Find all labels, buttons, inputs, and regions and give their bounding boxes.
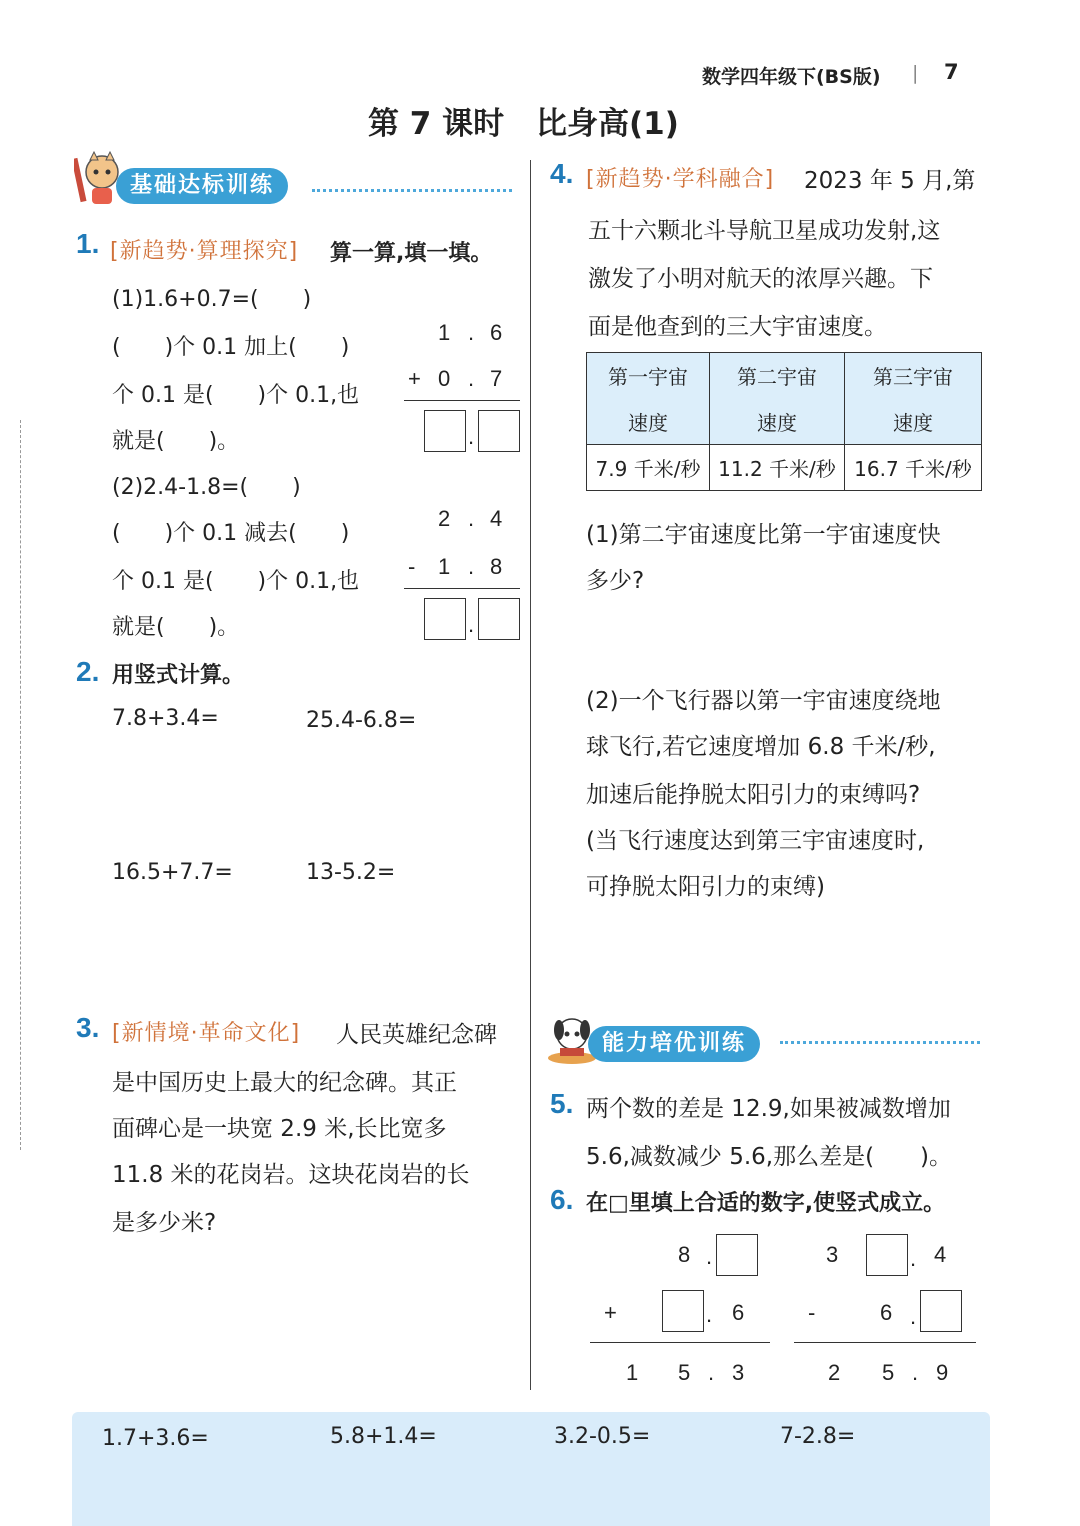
decimal-point: . bbox=[706, 1244, 713, 1269]
vertical-operator: - bbox=[408, 554, 416, 579]
q4-sub1-line: 多少? bbox=[586, 568, 645, 594]
q4-sub2-line: (当飞行速度达到第三宇宙速度时, bbox=[586, 828, 925, 854]
table-header-cell: 速度 bbox=[845, 399, 982, 445]
section-basic: 基础达标训练 bbox=[116, 168, 288, 204]
q2-item: 16.5+7.7= bbox=[112, 860, 233, 885]
vertical-digit: 1 bbox=[626, 1360, 639, 1385]
q1-part1-line1: (1)1.6+0.7=( ) bbox=[112, 287, 312, 312]
q2-item: 13-5.2= bbox=[306, 860, 396, 885]
vertical-digit: . bbox=[468, 554, 475, 579]
binding-line bbox=[20, 420, 21, 1150]
section-advanced: 能力培优训练 bbox=[588, 1026, 760, 1062]
vertical-rule bbox=[404, 588, 520, 589]
vertical-digit: 9 bbox=[936, 1360, 949, 1385]
decimal-point: . bbox=[468, 424, 475, 449]
decimal-point: . bbox=[468, 612, 475, 637]
q4-sub2-line: 加速后能挣脱太阳引力的束缚吗? bbox=[586, 782, 921, 808]
q3-line: 是多少米? bbox=[112, 1210, 217, 1236]
q4-line: 2023 年 5 月,第 bbox=[804, 168, 976, 194]
vertical-digit: 5 bbox=[678, 1360, 691, 1385]
vertical-digit: 5 bbox=[882, 1360, 895, 1385]
answer-box[interactable] bbox=[478, 410, 520, 452]
q3-line: 人民英雄纪念碑 bbox=[336, 1022, 497, 1048]
q1-part2-line2: ( )个 0.1 减去( ) bbox=[112, 521, 350, 546]
q4-sub2-line: (2)一个飞行器以第一宇宙速度绕地 bbox=[586, 688, 941, 714]
book-title: 数学四年级下(BS版) bbox=[702, 66, 881, 88]
vertical-operator: + bbox=[408, 366, 421, 391]
q1-number: 1. bbox=[76, 228, 100, 259]
q4-line: 激发了小明对航天的浓厚兴趣。下 bbox=[588, 266, 933, 292]
vertical-operator: - bbox=[808, 1300, 816, 1325]
header-separator: | bbox=[912, 62, 919, 84]
vertical-digit: 1 bbox=[438, 554, 451, 579]
q1-part2-line4: 就是( )。 bbox=[112, 615, 240, 640]
q5-line: 5.6,减数减少 5.6,那么差是( )。 bbox=[586, 1144, 953, 1170]
cosmic-speed-table bbox=[586, 352, 982, 491]
q3-line: 是中国历史上最大的纪念碑。其正 bbox=[112, 1070, 457, 1096]
q3-line: 11.8 米的花岗岩。这块花岗岩的长 bbox=[112, 1162, 470, 1188]
vertical-rule bbox=[590, 1342, 770, 1343]
q4-sub1-line: (1)第二宇宙速度比第一宇宙速度快 bbox=[586, 522, 941, 548]
oral-item: 5.8+1.4= bbox=[330, 1424, 437, 1449]
q4-sub2-line: 球飞行,若它速度增加 6.8 千米/秒, bbox=[586, 734, 936, 760]
answer-box[interactable] bbox=[478, 598, 520, 640]
page-number: 7 bbox=[944, 60, 959, 84]
q1-tag: [新趋势·算理探究] bbox=[110, 239, 299, 264]
q2-item: 7.8+3.4= bbox=[112, 706, 219, 731]
q6-prompt: 在□里填上合适的数字,使竖式成立。 bbox=[586, 1191, 946, 1216]
table-header-cell: 第二宇宙 bbox=[710, 353, 845, 399]
oral-item: 7-2.8= bbox=[780, 1424, 856, 1449]
decimal-point: . bbox=[708, 1360, 715, 1385]
q3-tag: [新情境·革命文化] bbox=[112, 1021, 301, 1046]
decimal-point: . bbox=[910, 1246, 917, 1271]
q2-number: 2. bbox=[76, 656, 100, 687]
oral-item: 3.2-0.5= bbox=[554, 1424, 651, 1449]
vertical-digit: 6 bbox=[880, 1300, 893, 1325]
vertical-rule bbox=[794, 1342, 976, 1343]
vertical-digit: . bbox=[468, 506, 475, 531]
vertical-digit: 1 bbox=[438, 320, 451, 345]
q2-prompt: 用竖式计算。 bbox=[112, 663, 245, 688]
q2-item: 25.4-6.8= bbox=[306, 708, 417, 733]
vertical-digit: 4 bbox=[490, 506, 503, 531]
q4-number: 4. bbox=[550, 158, 574, 189]
decimal-point: . bbox=[910, 1304, 917, 1329]
q1-part2-line1: (2)2.4-1.8=( ) bbox=[112, 475, 301, 500]
answer-box[interactable] bbox=[920, 1290, 962, 1332]
table-header-cell: 速度 bbox=[587, 399, 710, 445]
table-header-cell: 第一宇宙 bbox=[587, 353, 710, 399]
answer-box[interactable] bbox=[662, 1290, 704, 1332]
vertical-digit: 6 bbox=[732, 1300, 745, 1325]
answer-box[interactable] bbox=[424, 410, 466, 452]
q1-part1-line3: 个 0.1 是( )个 0.1,也 bbox=[112, 383, 360, 408]
q4-tag: [新趋势·学科融合] bbox=[586, 167, 775, 192]
vertical-digit: 2 bbox=[828, 1360, 841, 1385]
table-cell: 7.9 千米/秒 bbox=[587, 445, 710, 491]
vertical-digit: 2 bbox=[438, 506, 451, 531]
q4-sub2-line: 可挣脱太阳引力的束缚) bbox=[586, 874, 825, 900]
q1-part1-line2: ( )个 0.1 加上( ) bbox=[112, 335, 350, 360]
table-header-cell: 速度 bbox=[710, 399, 845, 445]
oral-item: 1.7+3.6= bbox=[102, 1426, 209, 1451]
vertical-digit: 8 bbox=[678, 1242, 691, 1267]
vertical-digit: . bbox=[468, 320, 475, 345]
table-header-cell: 第三宇宙 bbox=[845, 353, 982, 399]
vertical-rule bbox=[404, 400, 520, 401]
q6-number: 6. bbox=[550, 1184, 574, 1215]
q1-part2-line3: 个 0.1 是( )个 0.1,也 bbox=[112, 569, 360, 594]
q1-part1-line4: 就是( )。 bbox=[112, 429, 240, 454]
decimal-point: . bbox=[706, 1302, 713, 1327]
column-divider bbox=[530, 160, 531, 1390]
table-cell: 16.7 千米/秒 bbox=[845, 445, 982, 491]
q5-line: 两个数的差是 12.9,如果被减数增加 bbox=[586, 1096, 951, 1122]
q3-line: 面碑心是一块宽 2.9 米,长比宽多 bbox=[112, 1116, 447, 1142]
q3-number: 3. bbox=[76, 1012, 100, 1043]
answer-box[interactable] bbox=[424, 598, 466, 640]
q4-line: 面是他查到的三大宇宙速度。 bbox=[588, 314, 887, 340]
vertical-digit: 8 bbox=[490, 554, 503, 579]
section-dots bbox=[312, 189, 512, 192]
lesson-topic: 比身高(1) bbox=[536, 106, 679, 142]
vertical-digit: 3 bbox=[732, 1360, 745, 1385]
answer-box[interactable] bbox=[866, 1234, 908, 1276]
vertical-digit: 4 bbox=[934, 1242, 947, 1267]
answer-box[interactable] bbox=[716, 1234, 758, 1276]
vertical-digit: . bbox=[468, 366, 475, 391]
q4-line: 五十六颗北斗导航卫星成功发射,这 bbox=[588, 218, 941, 244]
vertical-digit: 0 bbox=[438, 366, 451, 391]
table-cell: 11.2 千米/秒 bbox=[710, 445, 845, 491]
vertical-digit: 3 bbox=[826, 1242, 839, 1267]
vertical-digit: 6 bbox=[490, 320, 503, 345]
decimal-point: . bbox=[912, 1360, 919, 1385]
lesson-number: 第 7 课时 bbox=[368, 106, 505, 142]
q5-number: 5. bbox=[550, 1088, 574, 1119]
q1-prompt: 算一算,填一填。 bbox=[330, 241, 493, 266]
section-dots bbox=[780, 1041, 980, 1044]
vertical-operator: + bbox=[604, 1300, 617, 1325]
vertical-digit: 7 bbox=[490, 366, 503, 391]
